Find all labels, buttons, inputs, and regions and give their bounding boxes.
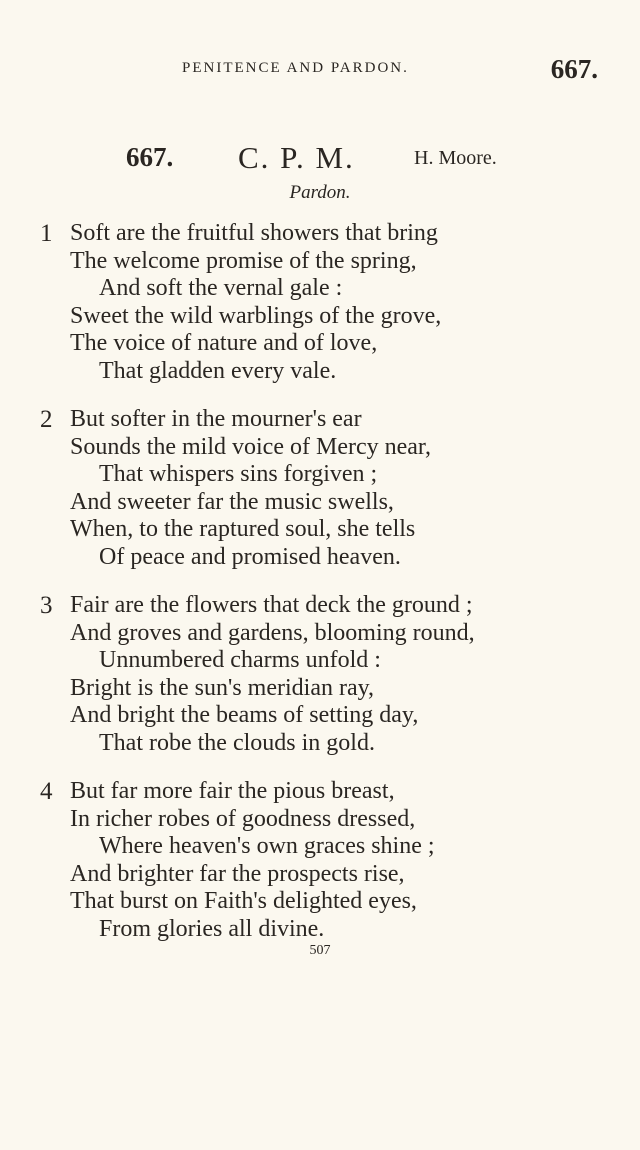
stanza-number: 4 [40, 778, 53, 805]
hymn-subtitle: Pardon. [289, 182, 351, 203]
verse-line: Bright is the sun's meridian ray, [70, 674, 375, 701]
hymn-body [0, 220, 640, 964]
stanza [0, 406, 640, 592]
verse-line: That whispers sins forgiven ; [99, 461, 378, 487]
verse-line: And soft the vernal gale : [99, 275, 343, 301]
stanza [0, 778, 640, 964]
stanza-number: 2 [40, 406, 53, 433]
page-number: 507 [309, 943, 331, 958]
verse-line: The voice of nature and of love, [70, 330, 378, 356]
verse-line: And brighter far the prospects rise, [70, 860, 405, 887]
verse-line: And bright the beams of setting day, [70, 702, 419, 728]
hymn-meter: C. P. M. [238, 140, 355, 175]
verse-line: Sounds the mild voice of Mercy near, [70, 433, 431, 460]
verse-line: Sweet the wild warblings of the grove, [70, 302, 442, 329]
verse-line: Fair are the flowers that deck the ground ; [70, 592, 473, 618]
running-title: PENITENCE AND PARDON. [182, 60, 409, 76]
verse-line: The welcome promise of the spring, [70, 247, 417, 274]
verse-line: From glories all divine. [99, 915, 325, 942]
hymn-header [0, 142, 640, 178]
verse-line: That robe the clouds in gold. [99, 729, 375, 756]
verse-line: That burst on Faith's delighted eyes, [70, 888, 417, 914]
verse-line: Soft are the fruitful showers that bring [70, 220, 438, 246]
verse-line: But softer in the mourner's ear [70, 406, 362, 432]
hymn-number: 667. [126, 142, 174, 172]
stanza [0, 220, 640, 406]
verse-line: And groves and gardens, blooming round, [70, 619, 475, 646]
hymn-author: H. Moore. [414, 147, 497, 169]
verse-line: Where heaven's own graces shine ; [99, 833, 435, 859]
verse-line: Unnumbered charms unfold : [99, 647, 381, 673]
stanza [0, 592, 640, 778]
verse-line: That gladden every vale. [99, 357, 337, 384]
stanza-number: 3 [40, 592, 53, 619]
verse-line: Of peace and promised heaven. [99, 543, 401, 570]
verse-line: When, to the raptured soul, she tells [70, 516, 416, 542]
verse-line: And sweeter far the music swells, [70, 488, 394, 515]
stanza-number: 1 [40, 220, 53, 247]
verse-line: In richer robes of goodness dressed, [70, 805, 416, 832]
verse-line: But far more fair the pious breast, [70, 778, 395, 804]
running-head [0, 56, 640, 86]
running-hymn-number: 667. [550, 54, 598, 84]
